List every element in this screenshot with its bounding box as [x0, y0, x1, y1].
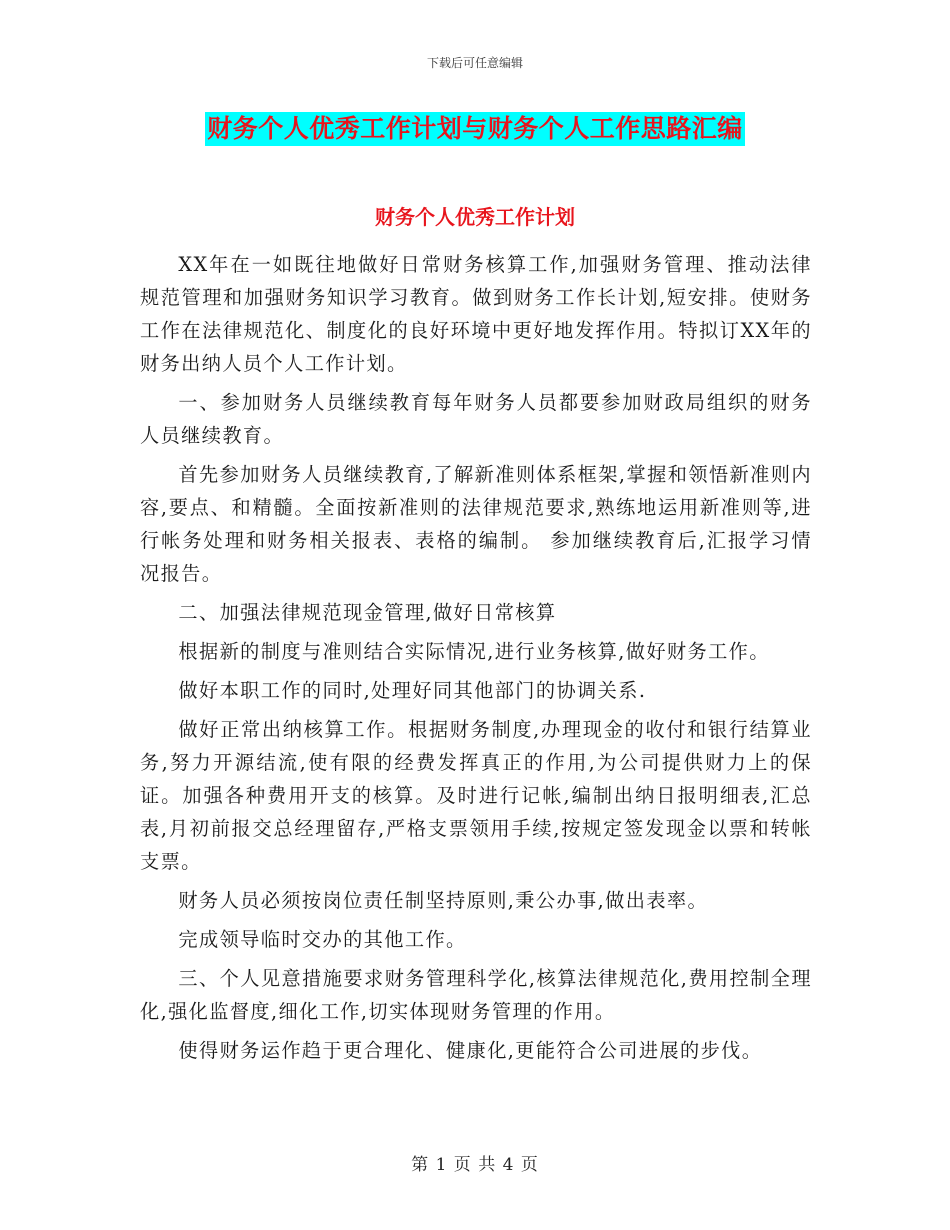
- page-footer: 第 1 页 共 4 页: [411, 1155, 539, 1175]
- paragraph: 二、加强法律规范现金管理,做好日常核算: [178, 601, 557, 624]
- paragraph: 一、参加财务人员继续教育每年财务人员都要参加财政局组织的财务人员继续教育。: [140, 391, 812, 447]
- paragraph: XX年在一如既往地做好日常财务核算工作,加强财务管理、推动法律规范管理和加强财务知识学习教育。做到财务工作长计划,短安排。使财务工作在法律规范化、制度化的良好环境中更好地发挥作用。特拟订XX年的财务出纳人员个人工作计划。: [140, 253, 812, 375]
- paragraph: 三、个人见意措施要求财务管理科学化,核算法律规范化,费用控制全理化,强化监督度,细化工作,切实体现财务管理的作用。: [140, 967, 812, 1023]
- main-title: 财务个人优秀工作计划与财务个人工作思路汇编: [205, 112, 745, 146]
- paragraph: 做好正常出纳核算工作。根据财务制度,办理现金的收付和银行结算业务,努力开源结流,使有限的经费发挥真正的作用,为公司提供财力上的保证。加强各种费用开支的核算。及时进行记帐,编制出纳日报明细表,汇总表,月初前报交总经理留存,严格支票领用手续,按规定签发现金以票和转帐支票。: [140, 718, 812, 873]
- paragraph: 首先参加财务人员继续教育,了解新准则体系框架,掌握和领悟新准则内容,要点、和精髓。全面按新准则的法律规范要求,熟练地运用新准则等,进行帐务处理和财务相关报表、表格的编制。 参加继续教育后,汇报学习情况报告。: [140, 463, 812, 585]
- section-title: 财务个人优秀工作计划: [375, 205, 575, 229]
- document-body: [140, 248, 812, 1073]
- paragraph: 使得财务运作趋于更合理化、健康化,更能符合公司进展的步伐。: [178, 1039, 763, 1062]
- paragraph: 财务人员必须按岗位责任制坚持原则,秉公办事,做出表率。: [178, 889, 709, 912]
- paragraph: 根据新的制度与准则结合实际情况,进行业务核算,做好财务工作。: [178, 640, 770, 663]
- paragraph: 做好本职工作的同时,处理好同其他部门的协调关系.: [178, 679, 647, 702]
- header-note: 下载后可任意编辑: [426, 56, 523, 70]
- paragraph: 完成领导临时交办的其他工作。: [178, 928, 467, 951]
- main-title-container: [0, 112, 950, 146]
